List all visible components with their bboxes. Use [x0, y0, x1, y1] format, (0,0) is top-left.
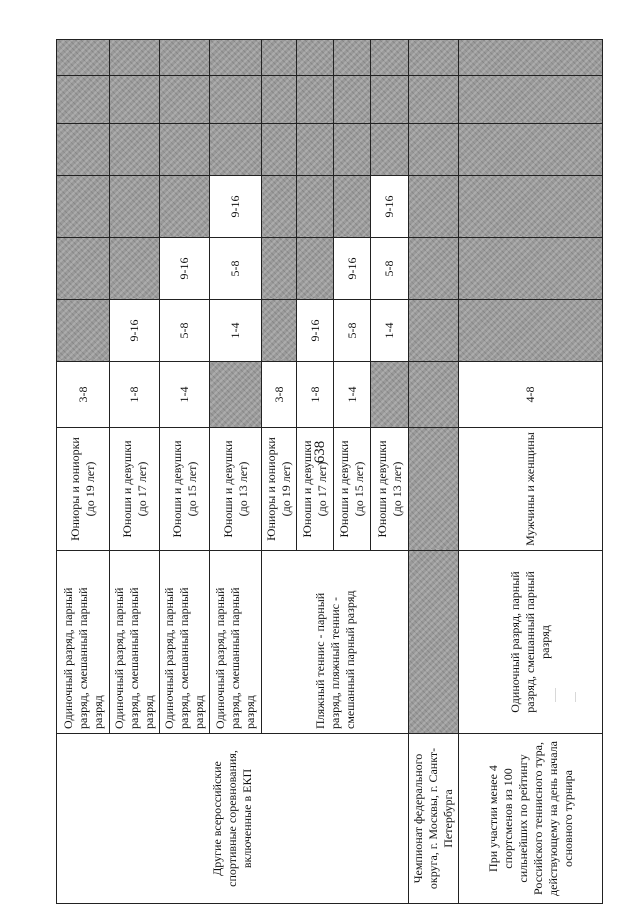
scan-speck	[575, 692, 576, 702]
place-cell: 5-8	[159, 299, 209, 361]
place-cell	[408, 75, 458, 123]
place-cell	[296, 39, 333, 75]
place-cell	[261, 175, 296, 237]
place-cell	[370, 361, 408, 427]
place-cell	[296, 75, 333, 123]
place-cell: 3-8	[261, 361, 296, 427]
place-cell	[261, 75, 296, 123]
place-cell	[408, 237, 458, 299]
place-cell	[458, 123, 602, 175]
place-cell	[296, 237, 333, 299]
place-cell	[159, 175, 209, 237]
place-cell	[56, 75, 109, 123]
age-group-cell: Юноши и девушки (до 15 лет)	[333, 427, 370, 550]
place-cell	[370, 75, 408, 123]
discipline-cell: Одиночный разряд, парный разряд, смешанный парный разряд	[56, 550, 109, 733]
table-row	[458, 39, 602, 903]
discipline-cell: Одиночный разряд, парный разряд, смешанный парный разряд	[159, 550, 209, 733]
place-cell	[408, 299, 458, 361]
age-group-cell: Юниоры и юниорки (до 19 лет)	[56, 427, 109, 550]
place-cell	[458, 299, 602, 361]
place-cell: 1-8	[109, 361, 159, 427]
place-cell: 3-8	[56, 361, 109, 427]
sports-ranking-table	[56, 39, 603, 904]
place-cell	[408, 123, 458, 175]
place-cell	[458, 175, 602, 237]
place-cell	[408, 175, 458, 237]
place-cell	[56, 299, 109, 361]
place-cell: 5-8	[209, 237, 261, 299]
place-cell: 1-8	[296, 361, 333, 427]
place-cell	[109, 175, 159, 237]
place-cell	[333, 39, 370, 75]
age-group-cell: Юноши и девушки (до 13 лет)	[370, 427, 408, 550]
place-cell	[159, 123, 209, 175]
place-cell	[370, 39, 408, 75]
place-cell	[209, 123, 261, 175]
place-cell	[408, 39, 458, 75]
place-cell: 5-8	[370, 237, 408, 299]
place-cell	[296, 175, 333, 237]
place-cell	[209, 39, 261, 75]
place-cell	[56, 123, 109, 175]
place-cell	[261, 39, 296, 75]
scan-speck	[555, 688, 556, 702]
place-cell	[56, 175, 109, 237]
place-cell	[458, 237, 602, 299]
discipline-cell	[408, 550, 458, 733]
discipline-cell: Одиночный разряд, парный разряд, смешанный парный разряд	[109, 550, 159, 733]
discipline-cell: Одиночный разряд, парный разряд, смешанный парный разряд	[209, 550, 261, 733]
place-cell	[261, 123, 296, 175]
age-group-cell: Юноши и девушки (до 13 лет)	[209, 427, 261, 550]
place-cell	[458, 75, 602, 123]
age-group-cell: Юноши и девушки (до 15 лет)	[159, 427, 209, 550]
place-cell	[333, 75, 370, 123]
category-cell: При участии менее 4 спортсменов из 100 сильнейших по рейтингу Российского теннисного тура, действующему на день начала основного турнира	[458, 733, 602, 903]
place-cell: 1-4	[209, 299, 261, 361]
place-cell	[370, 123, 408, 175]
place-cell	[333, 123, 370, 175]
discipline-cell: Одиночный разряд, парный разряд, смешанный парный разряд	[458, 550, 602, 733]
rotated-table-sheet	[58, 36, 599, 900]
age-group-cell: Юниоры и юниорки (до 19 лет)	[261, 427, 296, 550]
place-cell	[408, 361, 458, 427]
place-cell	[261, 299, 296, 361]
table-row	[56, 39, 109, 903]
place-cell	[109, 237, 159, 299]
place-cell: 9-16	[209, 175, 261, 237]
discipline-cell: Пляжный теннис - парный разряд, пляжный теннис - смешанный парный разряд	[261, 550, 408, 733]
category-cell: Другие всероссийские спортивные соревнования, включенные в ЕКП	[56, 733, 408, 903]
age-group-cell: Мужчины и женщины	[458, 427, 602, 550]
page-number: 638	[312, 440, 328, 464]
place-cell: 4-8	[458, 361, 602, 427]
place-cell	[209, 361, 261, 427]
place-cell	[333, 175, 370, 237]
place-cell	[296, 123, 333, 175]
place-cell: 9-16	[296, 299, 333, 361]
place-cell	[458, 39, 602, 75]
age-group-cell: Юноши и девушки (до 17 лет)	[296, 427, 333, 550]
place-cell	[159, 39, 209, 75]
place-cell	[109, 123, 159, 175]
place-cell	[109, 39, 159, 75]
place-cell: 9-16	[159, 237, 209, 299]
place-cell: 1-4	[159, 361, 209, 427]
place-cell	[209, 75, 261, 123]
place-cell	[56, 237, 109, 299]
age-group-cell	[408, 427, 458, 550]
place-cell	[159, 75, 209, 123]
place-cell: 9-16	[109, 299, 159, 361]
place-cell: 5-8	[333, 299, 370, 361]
place-cell	[109, 75, 159, 123]
place-cell: 9-16	[370, 175, 408, 237]
category-cell: Чемпионат федерального округа, г. Москвы, г. Санкт-Петербурга	[408, 733, 458, 903]
place-cell: 1-4	[370, 299, 408, 361]
place-cell: 9-16	[333, 237, 370, 299]
age-group-cell: Юноши и девушки (до 17 лет)	[109, 427, 159, 550]
table-row	[408, 39, 458, 903]
place-cell	[56, 39, 109, 75]
place-cell: 1-4	[333, 361, 370, 427]
place-cell	[261, 237, 296, 299]
